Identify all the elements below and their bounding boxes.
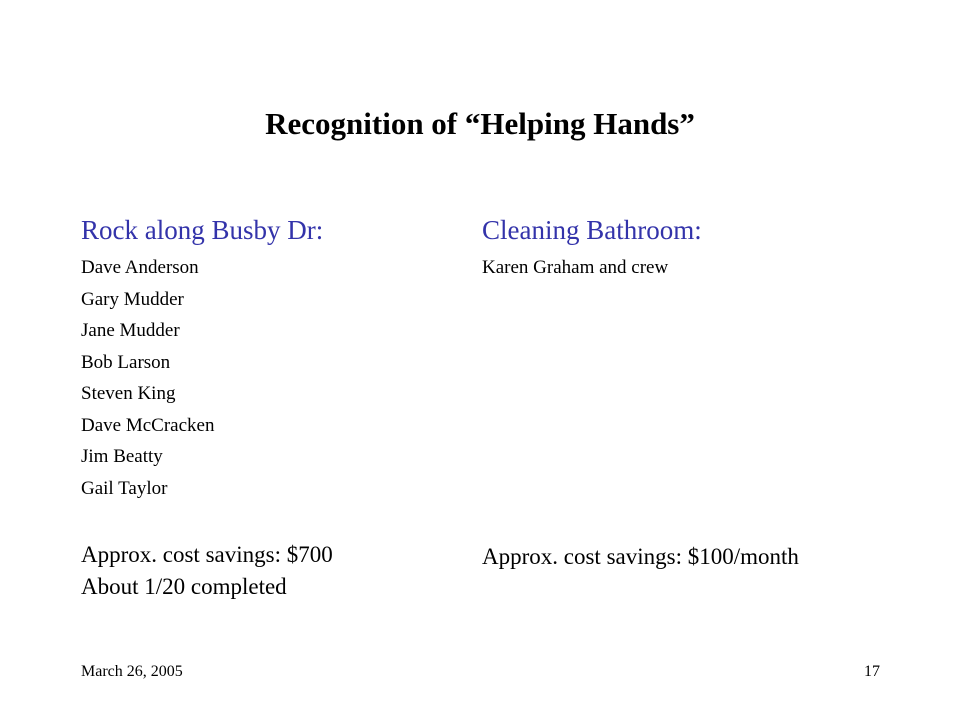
- left-summary: [81, 539, 333, 603]
- cost-savings-bathroom: Approx. cost savings: $100/month: [482, 544, 799, 569]
- list-item: Dave Anderson: [81, 257, 199, 278]
- left-column: [81, 210, 471, 504]
- page-number: 17: [864, 663, 880, 680]
- list-item: Steven King: [81, 383, 176, 404]
- section-heading-bathroom: Cleaning Bathroom:: [482, 215, 702, 245]
- list-item: Karen Graham and crew: [482, 257, 669, 278]
- list-item: Bob Larson: [81, 351, 171, 373]
- footer-date: March 26, 2005: [81, 663, 183, 680]
- list-item: Jim Beatty: [81, 446, 163, 467]
- cost-savings-rock: Approx. cost savings: $700: [81, 542, 333, 567]
- list-item: Gary Mudder: [81, 288, 184, 310]
- progress-text-rock: About 1/20 completed: [81, 574, 287, 599]
- volunteer-list-rock: [81, 252, 471, 504]
- list-item: Gail Taylor: [81, 477, 168, 499]
- right-summary: [482, 541, 799, 573]
- list-item: Dave McCracken: [81, 414, 215, 436]
- slide-title: Recognition of “Helping Hands”: [265, 106, 695, 141]
- list-item: Jane Mudder: [81, 320, 180, 341]
- volunteer-list-bathroom: [482, 252, 902, 284]
- section-heading-rock: Rock along Busby Dr:: [81, 215, 324, 245]
- right-column: [482, 210, 902, 284]
